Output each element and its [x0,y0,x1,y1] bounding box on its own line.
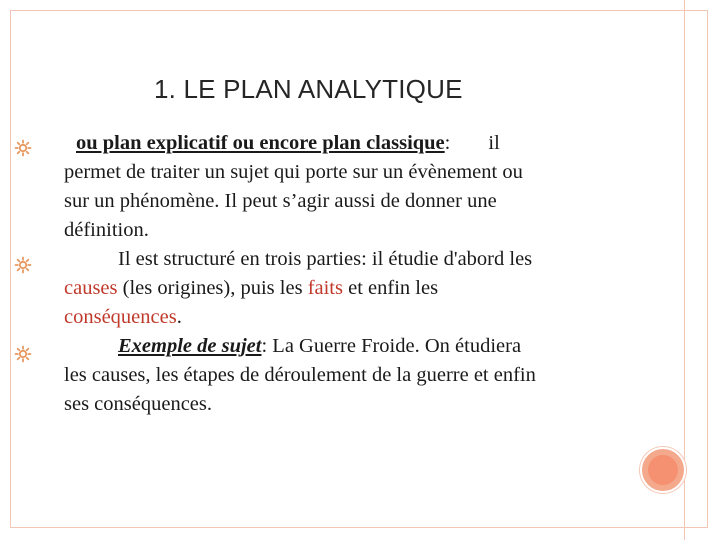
text-line: définition. [64,219,149,241]
text-line: Il est structuré en trois parties: il étudie d'abord les [118,248,533,270]
definition-term: ou plan explicatif ou encore plan classique [76,132,445,154]
decorative-circle [640,447,686,493]
paragraph-example [64,332,644,419]
text-line: ses conséquences. [64,393,213,415]
sun-bullet-icon [14,139,32,157]
text-line: permet de traiter un sujet qui porte sur un évènement ou [64,161,523,183]
keyword-causes: causes [64,277,118,299]
body-text [64,129,644,419]
sun-bullet-icon [14,345,32,363]
frame-border-line [684,0,685,540]
text-fragment: : La Guerre Froide. On étudiera [261,335,522,357]
text-fragment: et enfin les [348,277,439,299]
text-fragment: (les origines), puis les [122,277,303,299]
text-fragment: . [176,306,182,328]
page-title: 1. LE PLAN ANALYTIQUE [154,74,463,104]
sun-bullet-icon [14,256,32,274]
keyword-faits: faits [307,277,343,299]
definition-word: il [488,132,500,154]
paragraph-structure [64,245,644,332]
keyword-consequences: conséquences [64,306,177,328]
text-line: les causes, les étapes de déroulement de la guerre et enfin [64,364,536,386]
example-label: Exemple de sujet [118,335,262,357]
text-line: sur un phénomène. Il peut s’agir aussi de donner une [64,190,497,212]
definition-colon: : [444,132,451,154]
paragraph-definition [64,129,644,245]
